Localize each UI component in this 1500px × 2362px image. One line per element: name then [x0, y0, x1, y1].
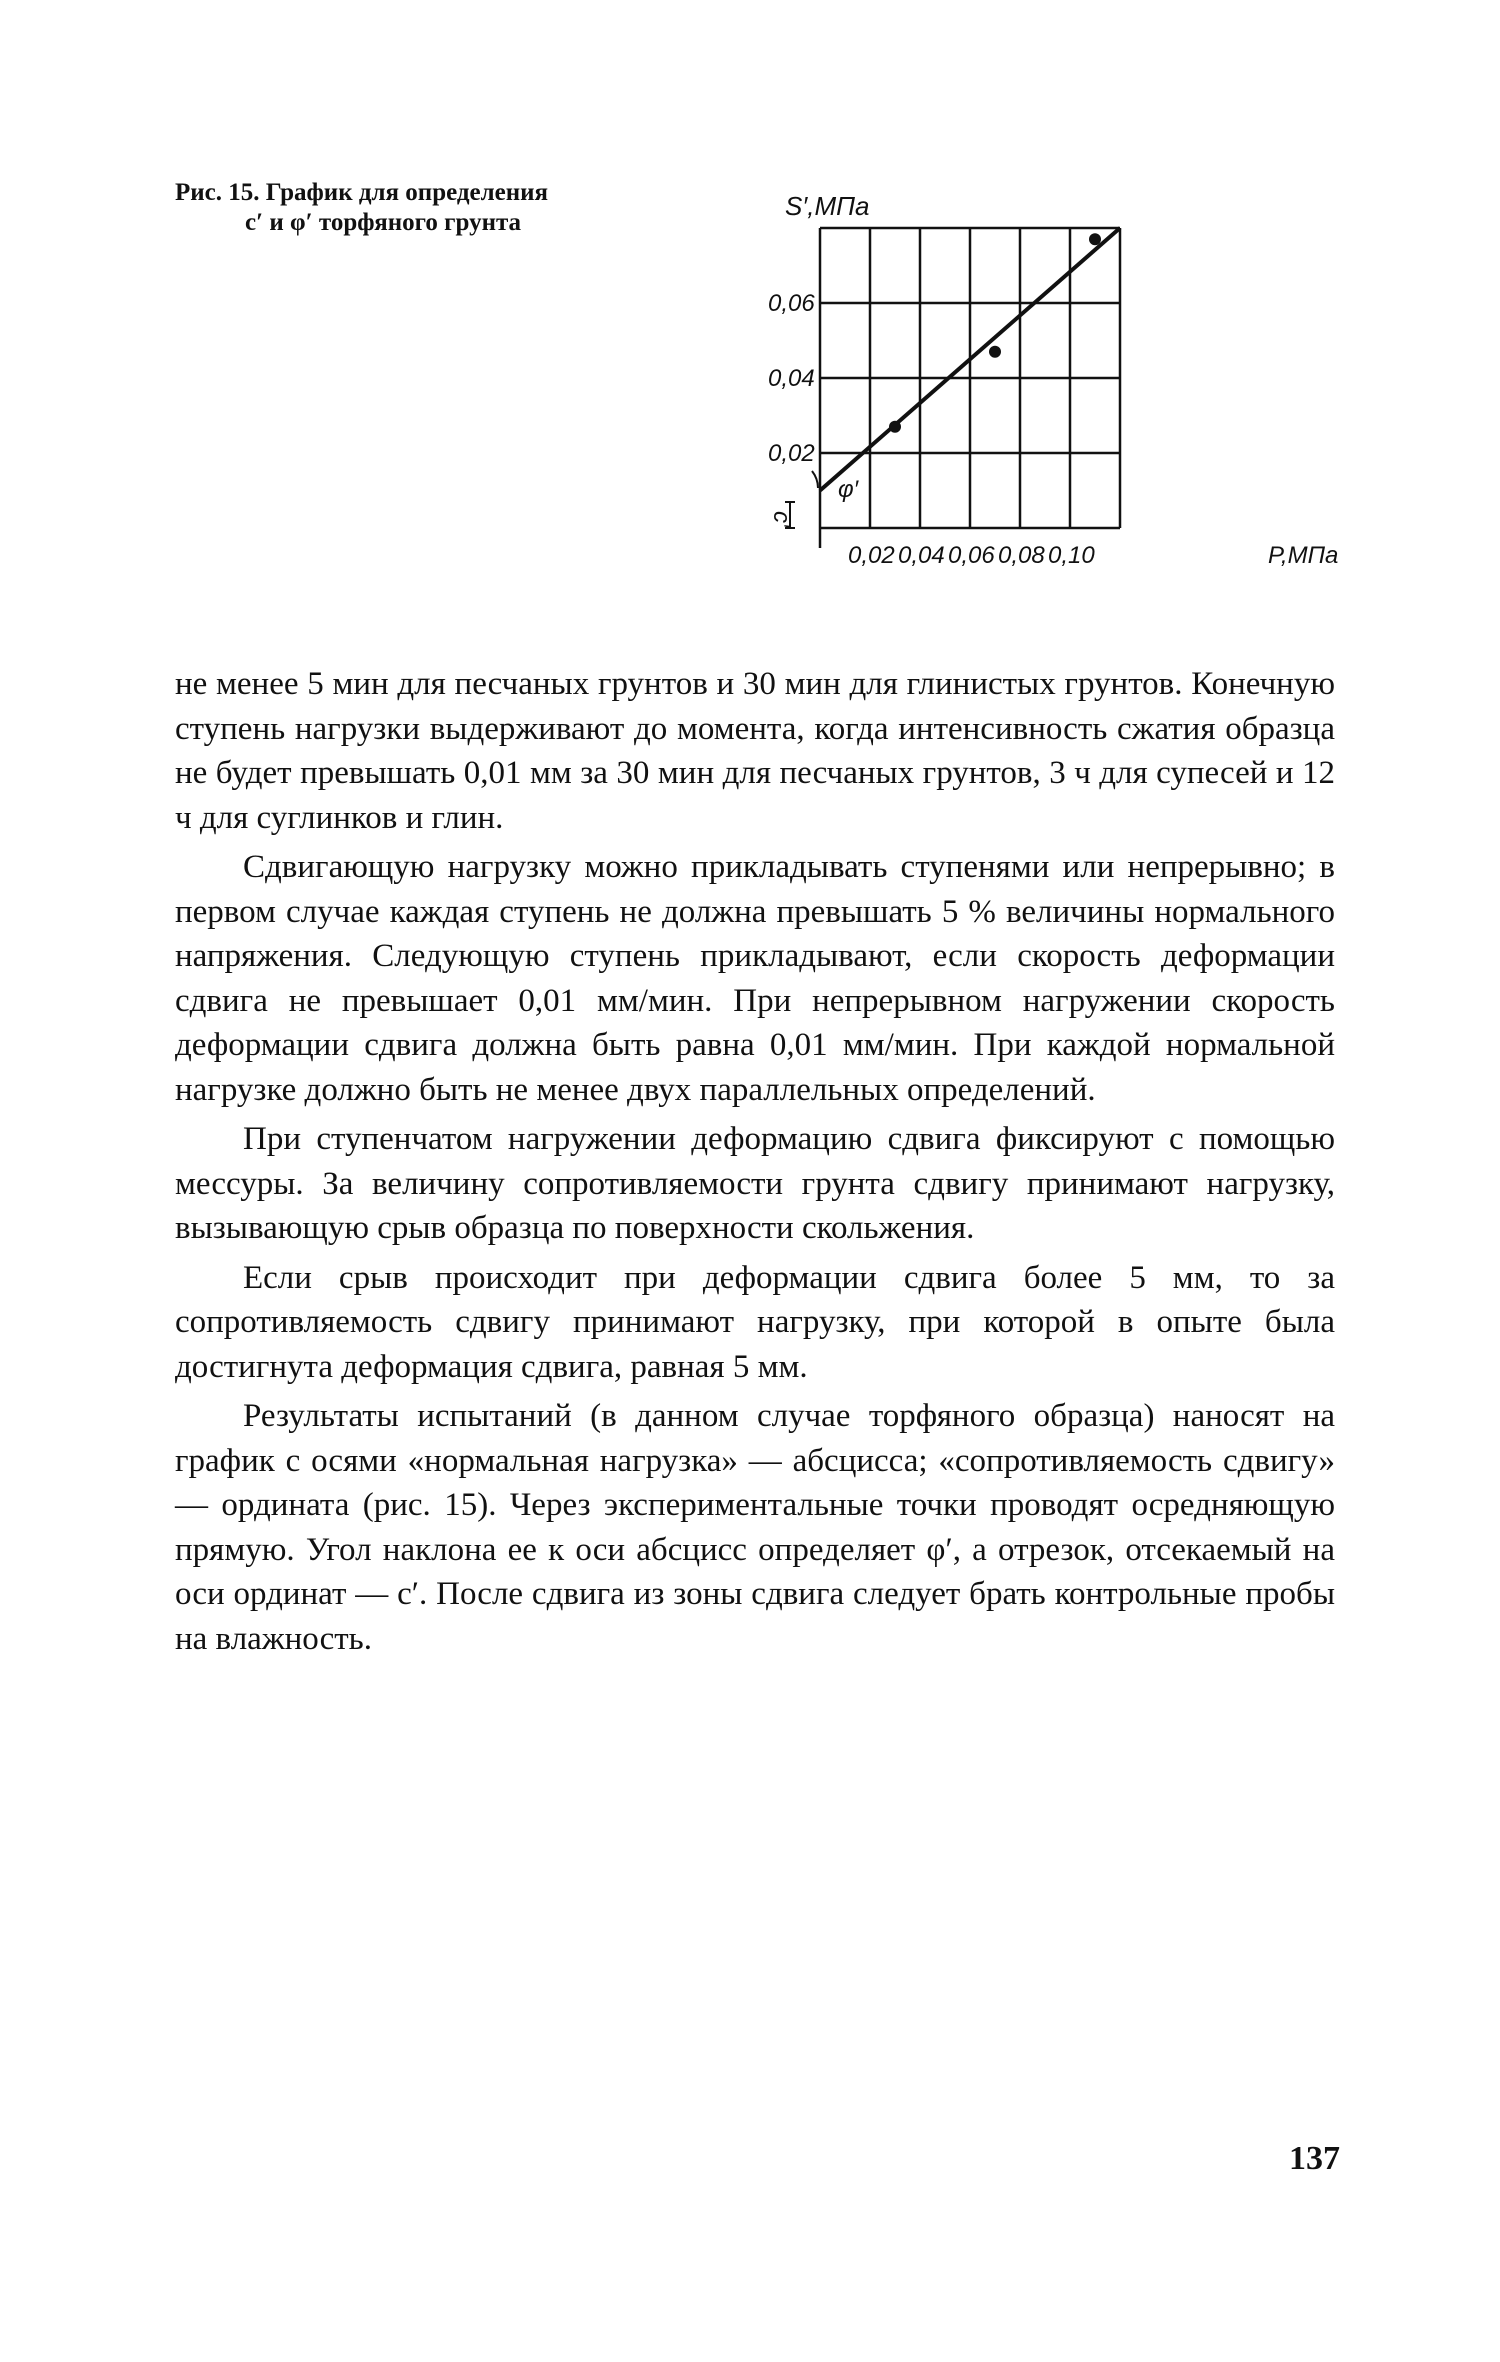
x-tick-label: 0,06	[948, 542, 995, 569]
phi-annotation: φ′	[838, 476, 859, 503]
paragraph-2: Сдвигающую нагрузку можно прикладывать ступенями или непрерывно; в первом случае каждая ступень не должна превышать 5 % величины нормального напряжения. Следующую ступень прикладывают, если скорость деформации сдвига не превышает 0,01 мм/мин. При непрерывном нагружении скорость деформации сдвига должна быть равна 0,01 мм/мин. При каждой нормальной нагрузке должно быть не менее двух параллельных определений.	[175, 849, 1335, 1108]
paragraph-5: Результаты испытаний (в данном случае торфяного образца) наносят на график с осями «нормальная нагрузка» — абсцисса; «сопротивляемость сдвигу» — ордината (рис. 15). Через экспериментальные точки проводят осредняющую прямую. Угол наклона ее к оси абсцисс определяет φ′, а отрезок, отсекаемый на оси ординат — c′. После сдвига из зоны сдвига следует брать контрольные пробы на влажность.	[175, 1398, 1335, 1657]
x-tick-label: 0,04	[898, 542, 945, 569]
x-tick-label: 0,08	[998, 542, 1045, 569]
y-tick-label: 0,04	[768, 365, 815, 392]
c-annotation: c′	[768, 511, 795, 528]
paragraph-1: не менее 5 мин для песчаных грунтов и 30 мин для глинистых грунтов. Конечную ступень нагрузки выдерживают до момента, когда интенсивность сжатия образца не будет превышать 0,01 мм за 30 мин для песчаных грунтов, 3 ч для супесей и 12 ч для суглинков и глин.	[175, 666, 1335, 836]
x-axis-label: P,МПа	[1268, 542, 1339, 569]
data-point	[889, 421, 901, 433]
figure-caption-line-1: Рис. 15. График для определения	[175, 179, 549, 206]
data-point	[989, 346, 1001, 358]
y-tick-label: 0,06	[768, 290, 815, 317]
figure-caption	[175, 178, 735, 238]
body-text	[175, 662, 1335, 1666]
paragraph-4: Если срыв происходит при деформации сдвига более 5 мм, то за сопротивляемость сдвигу принимают нагрузку, при которой в опыте была достигнута деформация сдвига, равная 5 мм.	[175, 1259, 1335, 1385]
x-tick-label: 0,10	[1048, 542, 1095, 569]
y-axis-label: S′,МПа	[785, 191, 870, 221]
chart-grid	[820, 228, 1120, 548]
data-point	[1089, 233, 1101, 245]
page-number: 137	[1289, 2140, 1340, 2177]
phi-arc	[812, 471, 818, 488]
paragraph-3: При ступенчатом нагружении деформацию сдвига фиксируют с помощью мессуры. За величину сопротивляемости грунта сдвигу принимают нагрузку, вызывающую срыв образца по поверхности скольжения.	[175, 1121, 1335, 1246]
figure-caption-line-2: c′ и φ′ торфяного грунта	[245, 209, 522, 236]
shear-strength-chart	[740, 175, 1340, 595]
x-tick-label: 0,02	[848, 542, 895, 569]
y-tick-label: 0,02	[768, 440, 815, 467]
